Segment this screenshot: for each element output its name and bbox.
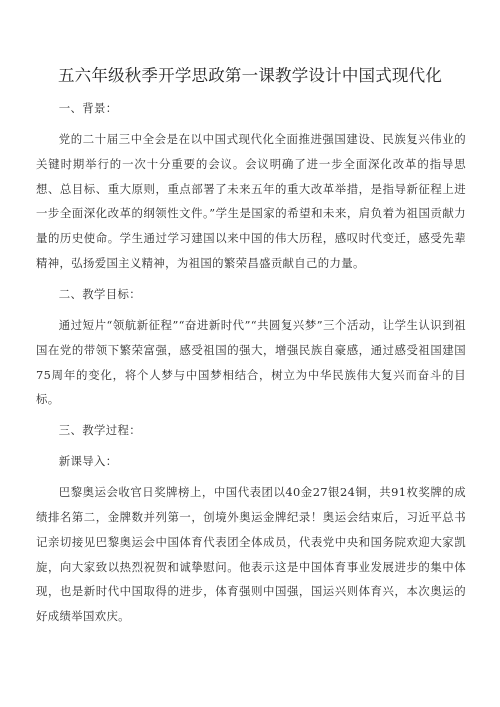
section-heading-background: 一、背景： bbox=[58, 101, 118, 115]
document-body bbox=[36, 96, 466, 635]
objectives-paragraph: 通过短片“领航新征程”“奋进新时代”“共圆复兴梦”三个活动，让学生认识到祖国在党的带领下繁荣富强，感受祖国的强大，增强民族自豪感，通过感受祖国建国75周年的变化，将个人梦与中国梦相结合，树立为中华民族伟大复兴而奋斗的目标。 bbox=[36, 317, 466, 407]
background-paragraph: 党的二十届三中全会是在以中国式现代化全面推进强国建设、民族复兴伟业的关键时期举行的一次十分重要的会议。会议明确了进一步全面深化改革的指导思想、总目标、重大原则，重点部署了未来五年的重大改革举措，是指导新征程上进一步全面深化改革的纲领性文件。”学生是国家的希望和未来，肩负着为祖国贡献力量的历史使命。学生通过学习建国以来中国的伟大历程，感叹时代变迁，感受先辈精神，弘扬爱国主义精神，为祖国的繁荣昌盛贡献自己的力量。 bbox=[36, 131, 466, 270]
section-heading-process: 三、教学过程： bbox=[58, 423, 141, 438]
document-title: 五六年级秋季开学思政第一课教学设计中国式现代化 bbox=[57, 66, 443, 85]
section-heading-objectives: 二、教学目标： bbox=[58, 286, 141, 301]
lesson-intro-paragraph: 巴黎奥运会收官日奖牌榜上，中国代表团以40金27银24铜，共91枚奖牌的成绩排名第二，金牌数并列第一，创境外奥运金牌纪录！奥运会结束后，习近平总书记亲切接见巴黎奥运会中国体育代表团全体成员，代表党中央和国务院欢迎大家凯旋，向大家致以热烈祝贺和诚挚慰问。他表示这是中国体育事业发展进步的集中体现，也是新时代中国取得的进步，体育强则中国强，国运兴则体育兴，本次奥运的好成绩举国欢庆。 bbox=[36, 485, 466, 624]
lesson-intro-label: 新课导入： bbox=[58, 454, 118, 469]
